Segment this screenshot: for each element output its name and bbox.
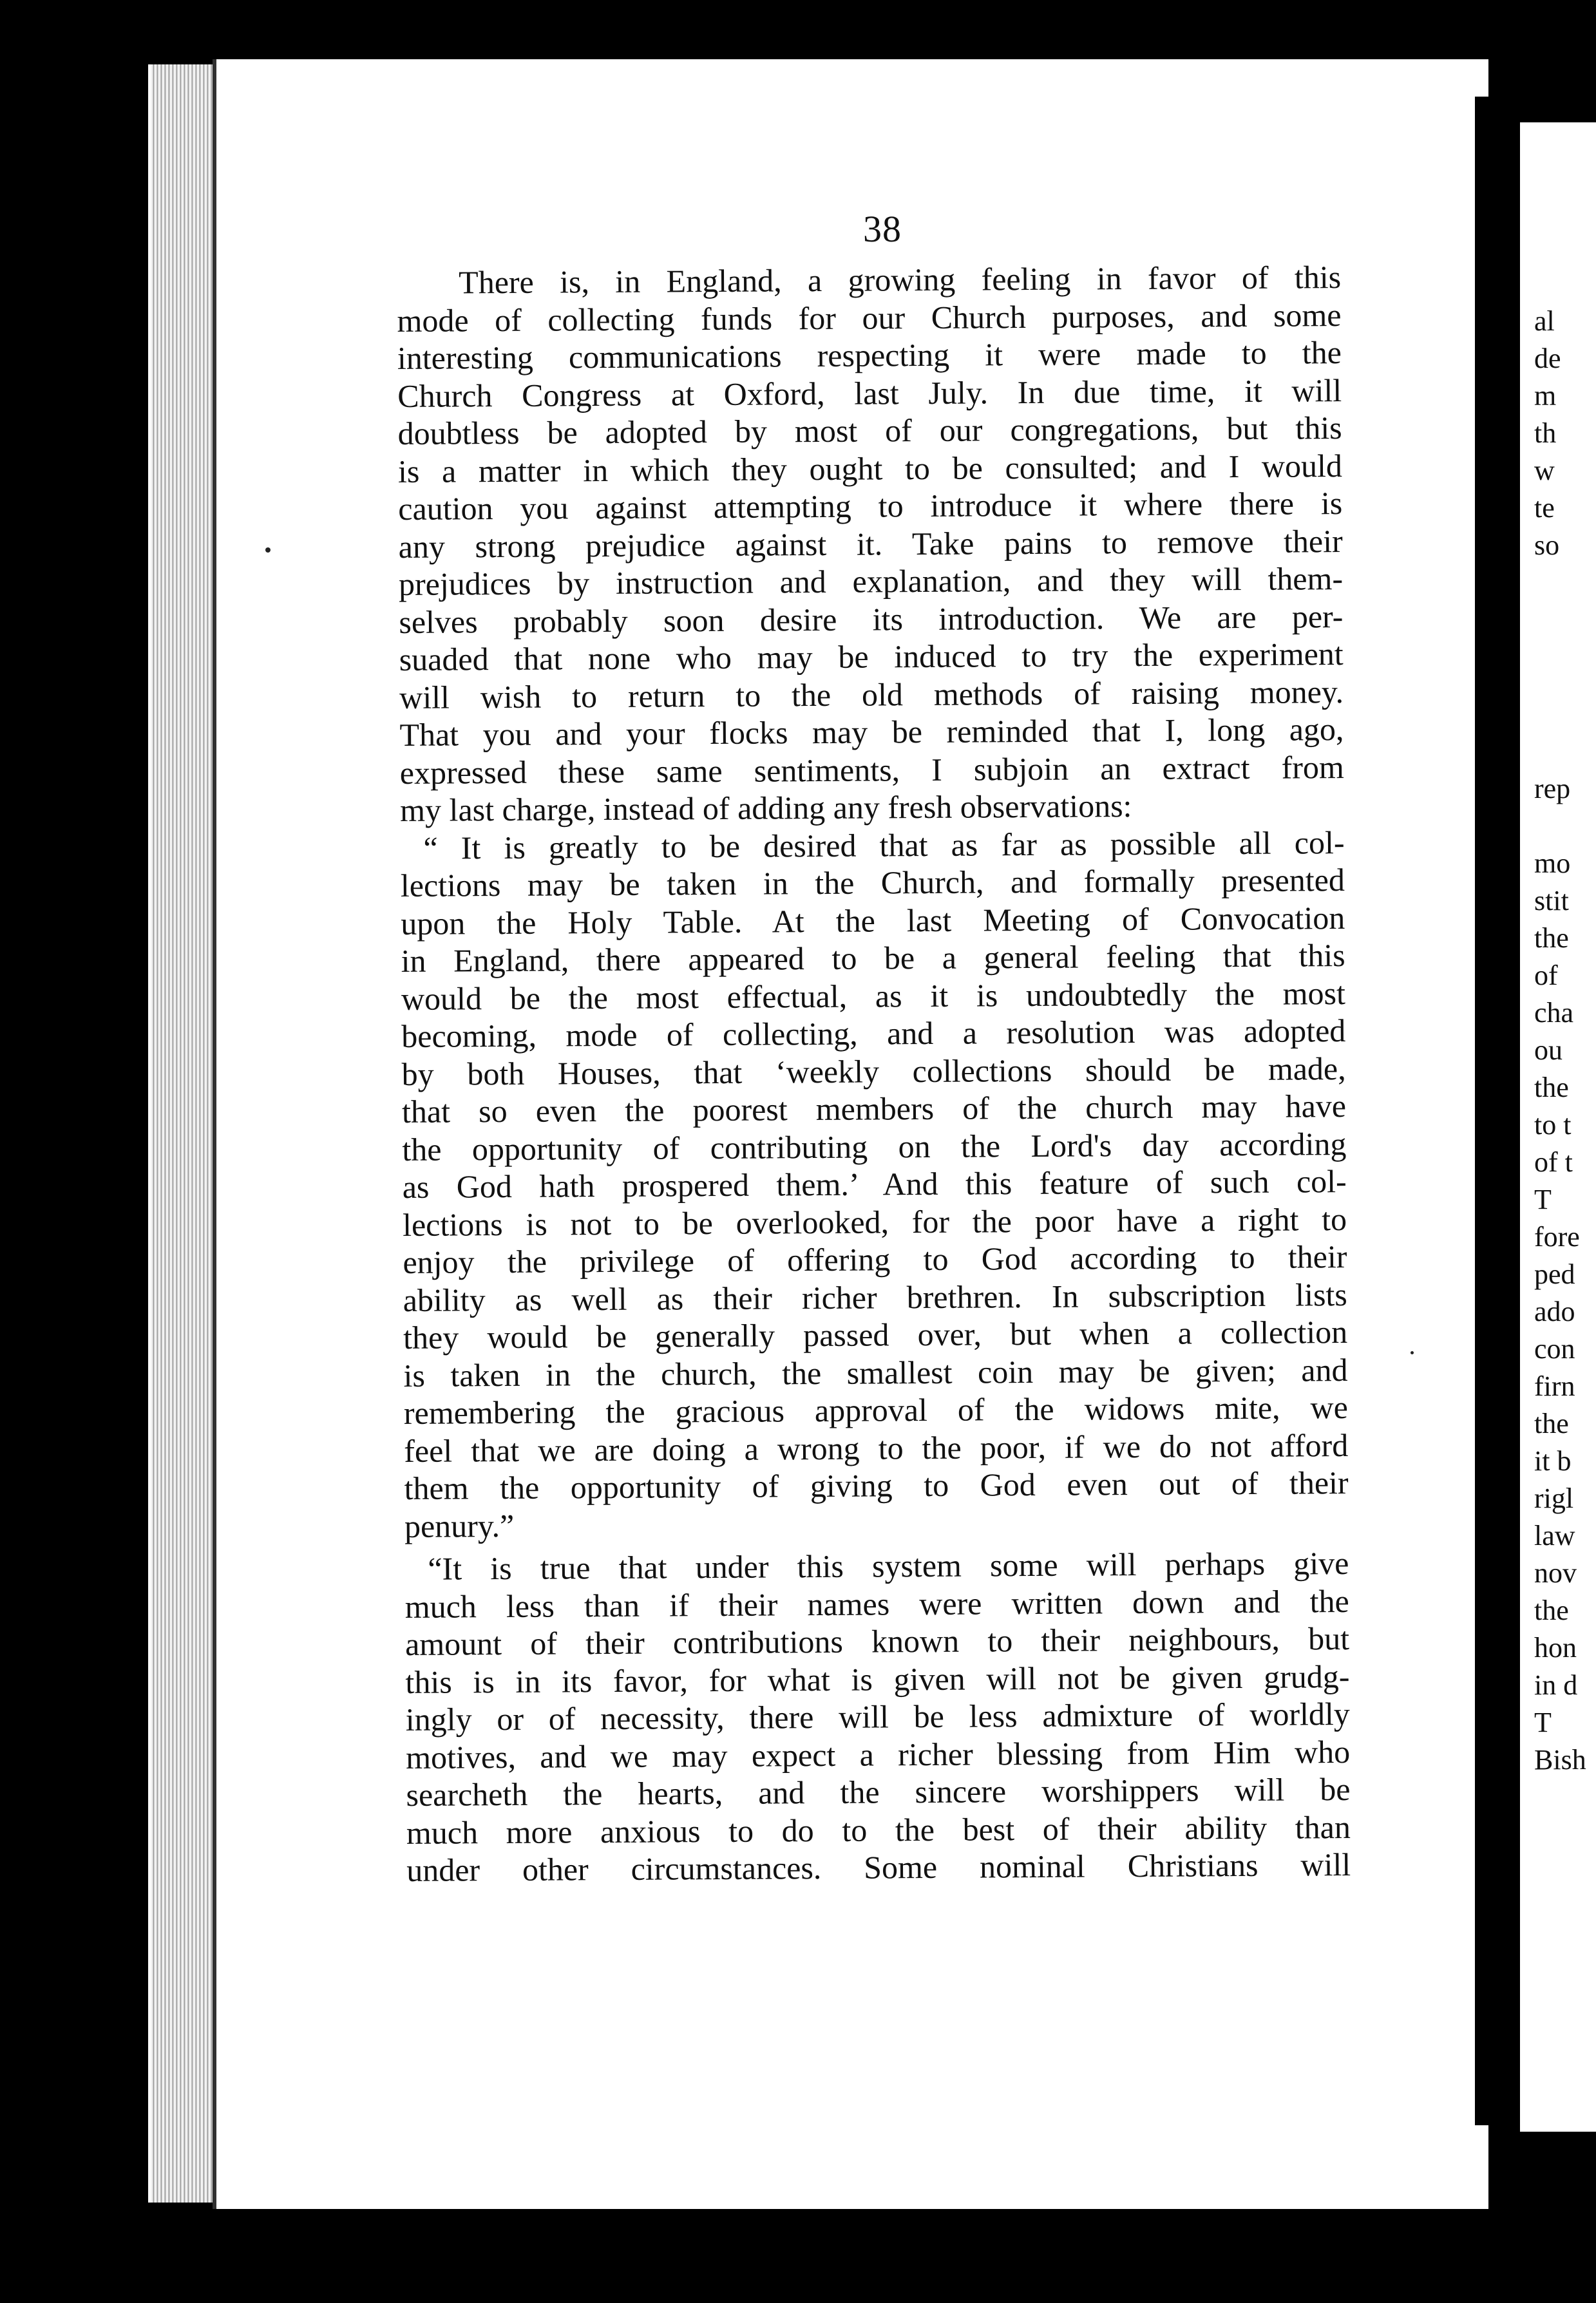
text-line: that so even the poorest members of the church may have xyxy=(401,1088,1347,1130)
text-line: prejudices by instruction and explanation, and they will them- xyxy=(398,560,1344,602)
adjacent-text-fragment: te xyxy=(1534,492,1555,524)
text-line: they would be generally passed over, but when a collection xyxy=(403,1314,1348,1356)
text-line: my last charge, instead of adding any fresh observations: xyxy=(400,788,1132,828)
text-line: is taken in the church, the smallest coin may be given; and xyxy=(403,1351,1348,1394)
text-line: That you and your flocks may be reminded that I, long ago, xyxy=(399,711,1344,753)
text-line: is a matter in which they ought to be consulted; and I would xyxy=(397,447,1343,489)
text-line: enjoy the privilege of offering to God according to their xyxy=(403,1238,1347,1280)
adjacent-text-fragment: it b xyxy=(1534,1445,1572,1477)
adjacent-page-text xyxy=(1534,303,1586,1779)
adjacent-text-fragment: rep xyxy=(1534,773,1571,804)
text-line: as God hath prospered them.’ And this feature of such col- xyxy=(402,1163,1347,1205)
page-number: 38 xyxy=(863,208,902,250)
text-line: ingly or of necessity, there will be less admixture of worldly xyxy=(405,1696,1350,1738)
adjacent-text-fragment: the xyxy=(1534,1595,1569,1626)
text-line: them the opportunity of giving to God even out of their xyxy=(404,1464,1349,1506)
adjacent-text-fragment: ado xyxy=(1534,1296,1575,1327)
adjacent-text-fragment: firn xyxy=(1534,1370,1575,1402)
text-line: this is in its favor, for what is given will not be given grudg- xyxy=(405,1658,1350,1700)
adjacent-text-fragment: to t xyxy=(1534,1109,1572,1141)
adjacent-text-fragment: hon xyxy=(1534,1632,1577,1663)
text-line: There is, in England, a growing feeling in favor of this xyxy=(459,259,1342,301)
text-line: amount of their contributions known to their neighbours, but xyxy=(404,1620,1350,1662)
adjacent-text-fragment: fore xyxy=(1534,1221,1580,1253)
text-line: motives, and we may expect a richer blessing from Him who xyxy=(405,1733,1351,1776)
speck xyxy=(1411,1351,1414,1354)
text-line: will wish to return to the old methods of raising money. xyxy=(399,673,1344,716)
text-line: “ It is greatly to be desired that as far as possible all col- xyxy=(423,824,1345,866)
adjacent-text-fragment: so xyxy=(1534,529,1560,561)
adjacent-text-fragment: al xyxy=(1534,305,1555,337)
text-line: ability as well as their richer brethren. In subscription lists xyxy=(403,1276,1347,1318)
text-line: feel that we are doing a wrong to the poor, if we do not afford xyxy=(404,1426,1349,1469)
adjacent-text-fragment: mo xyxy=(1534,848,1571,879)
adjacent-text-fragment: law xyxy=(1534,1520,1575,1551)
text-line: under other circumstances. Some nominal Christians will xyxy=(406,1846,1351,1888)
text-line: much more anxious to do to the best of their ability than xyxy=(406,1808,1351,1851)
adjacent-text-fragment: ou xyxy=(1534,1034,1563,1066)
text-line: caution you against attempting to introduce it where there is xyxy=(398,485,1343,527)
adjacent-text-fragment xyxy=(1534,808,1586,845)
adjacent-text-fragment: the xyxy=(1534,1408,1569,1439)
adjacent-text-fragment: the xyxy=(1534,1072,1569,1103)
text-line: selves probably soon desire its introduction. We are per- xyxy=(399,598,1344,640)
adjacent-text-fragment: w xyxy=(1534,455,1555,486)
adjacent-text-fragment: of t xyxy=(1534,1146,1573,1178)
text-line: “It is true that under this system some will perhaps give xyxy=(428,1545,1349,1587)
text-line: suaded that none who may be induced to try the experiment xyxy=(399,636,1344,678)
adjacent-text-fragment: T xyxy=(1534,1707,1552,1738)
text-line: much less than if their names were written down and the xyxy=(404,1582,1349,1625)
adjacent-text-fragment: of xyxy=(1534,960,1558,991)
text-line: searcheth the hearts, and the sincere worshippers will be xyxy=(406,1771,1351,1813)
text-line: Church Congress at Oxford, last July. In due time, it will xyxy=(397,372,1342,414)
adjacent-text-fragment: the xyxy=(1534,922,1569,954)
adjacent-text-fragment: in d xyxy=(1534,1669,1578,1701)
text-line: any strong prejudice against it. Take pains to remove their xyxy=(398,522,1343,565)
adjacent-text-fragment: cha xyxy=(1534,997,1574,1028)
book-page-edges xyxy=(148,64,222,2203)
adjacent-text-fragment: Bish xyxy=(1534,1744,1586,1776)
adjacent-text-fragment: m xyxy=(1534,380,1557,412)
adjacent-text-fragment: de xyxy=(1534,343,1561,374)
book-gutter xyxy=(1475,97,1520,2125)
text-line: lections is not to be overlooked, for the poor have a right to xyxy=(402,1200,1347,1243)
adjacent-text-fragment: ped xyxy=(1534,1258,1575,1290)
text-line: in England, there appeared to be a general feeling that this xyxy=(401,937,1345,979)
adjacent-text-fragment: stit xyxy=(1534,885,1569,916)
adjacent-text-fragment: rigl xyxy=(1534,1483,1574,1514)
adjacent-text-fragment: T xyxy=(1534,1184,1552,1215)
text-line: the opportunity of contributing on the Lord's day according xyxy=(402,1125,1347,1168)
text-line: interesting communications respecting it were made to the xyxy=(397,334,1342,376)
adjacent-gap xyxy=(1534,564,1586,770)
text-line: expressed these same sentiments, I subjoin an extract from xyxy=(399,748,1344,791)
text-line: mode of collecting funds for our Church purposes, and some xyxy=(397,296,1342,339)
text-line: by both Houses, that ‘weekly collections should be made, xyxy=(401,1050,1346,1092)
text-line: becoming, mode of collecting, and a resolution was adopted xyxy=(401,1012,1346,1054)
text-line: penury.” xyxy=(404,1507,515,1544)
adjacent-text-fragment: nov xyxy=(1534,1557,1577,1589)
text-line: upon the Holy Table. At the last Meeting of Convocation xyxy=(401,899,1345,942)
text-line: lections may be taken in the Church, and formally presented xyxy=(400,862,1345,904)
text-line: doubtless be adopted by most of our congregations, but this xyxy=(397,410,1342,451)
text-line: remembering the gracious approval of the widows mite, we xyxy=(403,1389,1349,1431)
adjacent-text-fragment: con xyxy=(1534,1333,1575,1365)
adjacent-text-fragment: th xyxy=(1534,417,1557,449)
text-line: would be the most effectual, as it is undoubtedly the most xyxy=(401,974,1346,1017)
page-body-text xyxy=(397,258,1351,1889)
speck xyxy=(265,547,271,553)
